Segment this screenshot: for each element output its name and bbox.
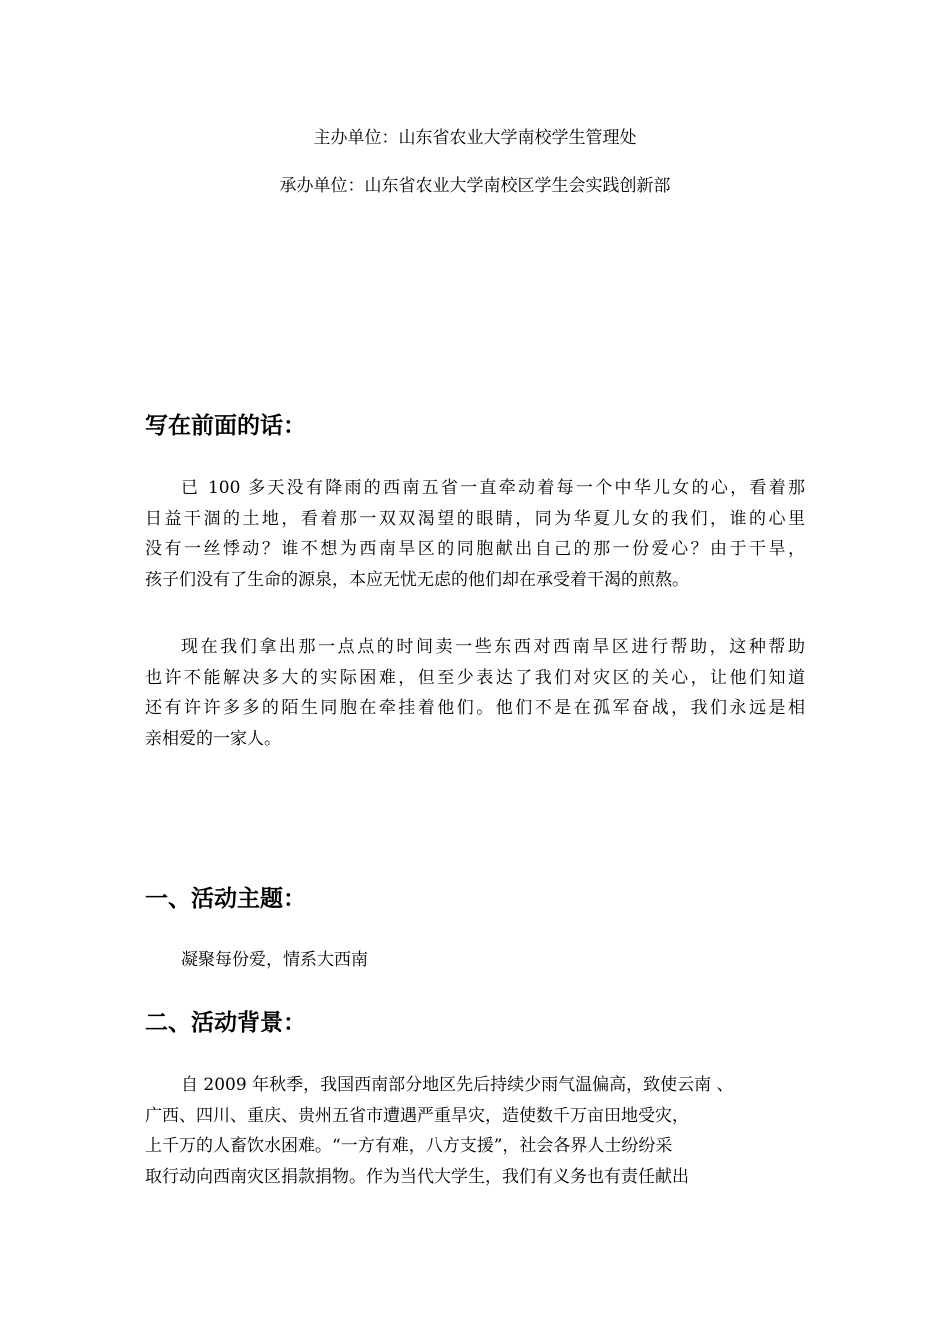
background-heading: 二、活动背景： — [145, 1010, 306, 1036]
paragraph-line: 还有许许多多的陌生同胞在牵挂着他们。他们不是在孤军奋战，我们永远是相 — [145, 698, 805, 718]
preface-paragraph-2 — [145, 632, 805, 754]
preface-paragraph-1 — [145, 473, 805, 595]
host-organizer: 主办单位：山东省农业大学南校学生管理处 — [313, 128, 637, 148]
paragraph-line: 自 2009 年秋季，我国西南部分地区先后持续少雨气温偏高，致使云南 、 — [181, 1075, 734, 1095]
preface-heading: 写在前面的话： — [145, 413, 306, 439]
theme-line: 凝聚每份爱，情系大西南 — [181, 950, 368, 970]
paragraph-line: 日益干涸的土地，看着那一双双渴望的眼睛，同为华夏儿女的我们，谁的心里 — [145, 508, 805, 529]
theme-text — [145, 945, 368, 976]
theme-heading: 一、活动主题： — [145, 886, 306, 912]
paragraph-line: 现在我们拿出那一点点的时间卖一些东西对西南旱区进行帮助，这种帮助 — [181, 637, 805, 657]
paragraph-line: 上千万的人畜饮水困难。“一方有难，八方支援”，社会各界人士纷纷采 — [145, 1136, 673, 1156]
paragraph-line: 也许不能解决多大的实际困难，但至少表达了我们对灾区的关心，让他们知道 — [145, 667, 805, 688]
paragraph-line: 已 100 多天没有降雨的西南五省一直牵动着每一个中华儿女的心，看着那 — [181, 478, 805, 498]
paragraph-line: 没有一丝悸动？谁不想为西南旱区的同胞献出自己的那一份爱心？由于干旱， — [145, 539, 805, 559]
undertaking-organizer: 承办单位：山东省农业大学南校区学生会实践创新部 — [279, 176, 671, 196]
paragraph-line: 亲相爱的一家人。 — [145, 728, 281, 749]
paragraph-line: 孩子们没有了生命的源泉，本应无忧无虑的他们却在承受着干渴的煎熬。 — [145, 569, 689, 590]
background-paragraph — [145, 1070, 733, 1192]
paragraph-line: 广西、四川、重庆、贵州五省市遭遇严重旱灾，造使数千万亩田地受灾， — [145, 1105, 689, 1126]
paragraph-line: 取行动向西南灾区捐款捐物。作为当代大学生，我们有义务也有责任献出 — [145, 1166, 689, 1187]
